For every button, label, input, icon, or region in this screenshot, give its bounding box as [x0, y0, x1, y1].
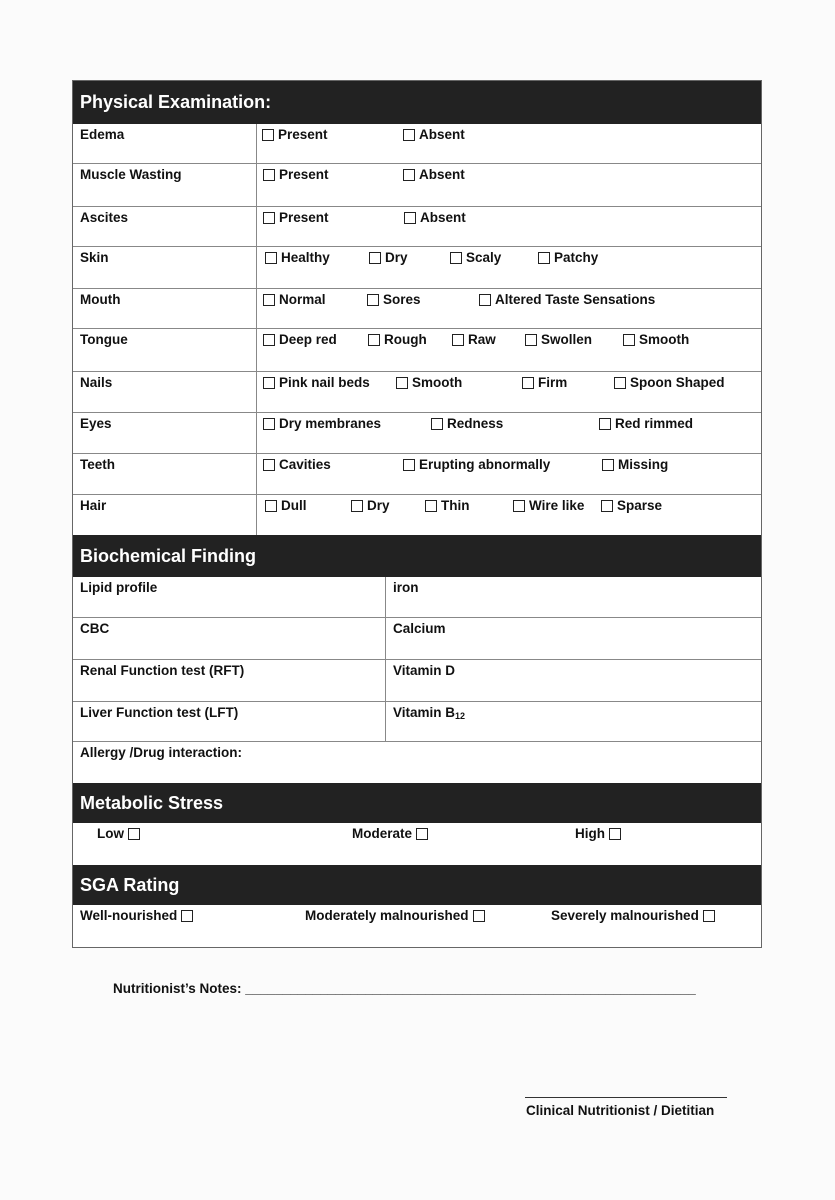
- checkbox[interactable]: [479, 294, 491, 306]
- field-calcium[interactable]: Calcium: [393, 621, 446, 636]
- checkbox[interactable]: [513, 500, 525, 512]
- row-tongue: [73, 328, 761, 371]
- option-altered-taste[interactable]: Altered Taste Sensations: [479, 292, 655, 307]
- checkbox[interactable]: [181, 910, 193, 922]
- checkbox[interactable]: [404, 212, 416, 224]
- option-smooth[interactable]: Smooth: [623, 332, 689, 347]
- row-label: Skin: [73, 247, 257, 288]
- checkbox[interactable]: [369, 252, 381, 264]
- option-absent[interactable]: Absent: [403, 127, 465, 142]
- row-options: [257, 454, 761, 494]
- row-label: Eyes: [73, 413, 257, 453]
- checkbox[interactable]: [623, 334, 635, 346]
- row-ascites: [73, 206, 761, 246]
- checkbox[interactable]: [351, 500, 363, 512]
- checkbox[interactable]: [263, 377, 275, 389]
- row-label: Tongue: [73, 329, 257, 371]
- checkbox[interactable]: [599, 418, 611, 430]
- row-label: Edema: [73, 124, 257, 163]
- row-edema: [73, 124, 761, 163]
- option-missing[interactable]: Missing: [602, 457, 668, 472]
- field-vitamin-d[interactable]: Vitamin D: [393, 663, 456, 678]
- checkbox[interactable]: [450, 252, 462, 264]
- row-options: [257, 247, 761, 288]
- option-wire-like[interactable]: Wire like: [513, 498, 584, 513]
- checkbox[interactable]: [538, 252, 550, 264]
- option-absent[interactable]: Absent: [404, 210, 466, 225]
- metabolic-title: Metabolic Stress: [80, 792, 224, 813]
- option-moderately-malnourished[interactable]: Moderately malnourished: [305, 908, 485, 923]
- row-eyes: [73, 412, 761, 453]
- sga-header: [73, 865, 761, 905]
- row-options: [257, 207, 761, 246]
- row-lft-vitb12: [73, 701, 761, 741]
- checkbox[interactable]: [128, 828, 140, 840]
- physical-exam-header: [73, 81, 761, 124]
- row-muscle-wasting: [73, 163, 761, 206]
- option-rough[interactable]: Rough: [368, 332, 427, 347]
- checkbox[interactable]: [265, 500, 277, 512]
- field-allergy-drug-interaction[interactable]: Allergy /Drug interaction:: [80, 745, 243, 760]
- row-skin: [73, 246, 761, 288]
- checkbox[interactable]: [262, 129, 274, 141]
- biochemical-header: [73, 535, 761, 577]
- row-label: Nails: [73, 372, 257, 412]
- checkbox[interactable]: [403, 459, 415, 471]
- row-options: [257, 164, 761, 206]
- row-lipid-iron: [73, 577, 761, 617]
- row-options: [257, 413, 761, 453]
- checkbox[interactable]: [525, 334, 537, 346]
- option-erupting-abnormally[interactable]: Erupting abnormally: [403, 457, 550, 472]
- checkbox[interactable]: [425, 500, 437, 512]
- checkbox[interactable]: [609, 828, 621, 840]
- option-well-nourished[interactable]: Well-nourished: [80, 908, 193, 923]
- signature-line[interactable]: [525, 1097, 727, 1098]
- option-dry[interactable]: Dry: [351, 498, 390, 513]
- option-sores[interactable]: Sores: [367, 292, 421, 307]
- row-options: [257, 289, 761, 328]
- biochemical-title: Biochemical Finding: [80, 545, 257, 566]
- checkbox[interactable]: [263, 212, 275, 224]
- checkbox[interactable]: [265, 252, 277, 264]
- field-cbc[interactable]: CBC: [73, 618, 386, 659]
- option-thin[interactable]: Thin: [425, 498, 470, 513]
- field-lipid-profile[interactable]: Lipid profile: [73, 577, 386, 617]
- checkbox[interactable]: [403, 129, 415, 141]
- row-label: Teeth: [73, 454, 257, 494]
- checkbox[interactable]: [473, 910, 485, 922]
- row-label: Muscle Wasting: [73, 164, 257, 206]
- checkbox[interactable]: [431, 418, 443, 430]
- checkbox[interactable]: [367, 294, 379, 306]
- row-teeth: [73, 453, 761, 494]
- option-absent[interactable]: Absent: [403, 167, 465, 182]
- metabolic-header: [73, 783, 761, 823]
- row-label: Ascites: [73, 207, 257, 246]
- field-iron[interactable]: iron: [393, 580, 419, 595]
- checkbox[interactable]: [403, 169, 415, 181]
- checkbox[interactable]: [416, 828, 428, 840]
- option-normal[interactable]: Normal: [263, 292, 326, 307]
- field-vitamin-b12[interactable]: Vitamin $B_{12}$: [393, 705, 466, 721]
- option-sparse[interactable]: Sparse: [601, 498, 662, 513]
- checkbox[interactable]: [263, 294, 275, 306]
- option-scaly[interactable]: Scaly: [450, 250, 501, 265]
- checkbox[interactable]: [263, 169, 275, 181]
- field-lft[interactable]: Liver Function test (LFT): [73, 702, 386, 741]
- row-hair: [73, 494, 761, 535]
- option-firm[interactable]: Firm: [522, 375, 567, 390]
- field-rft[interactable]: Renal Function test (RFT): [73, 660, 386, 701]
- option-deep-red[interactable]: Deep red: [263, 332, 337, 347]
- option-present[interactable]: Present: [263, 167, 329, 182]
- row-label: Hair: [73, 495, 257, 535]
- option-present[interactable]: Present: [262, 127, 328, 142]
- row-sga-options: [73, 905, 761, 947]
- checkbox[interactable]: [614, 377, 626, 389]
- option-high[interactable]: High: [575, 826, 621, 841]
- checkbox[interactable]: [263, 418, 275, 430]
- row-nails: [73, 371, 761, 412]
- option-smooth[interactable]: Smooth: [396, 375, 462, 390]
- option-dry-membranes[interactable]: Dry membranes: [263, 416, 381, 431]
- notes-label: Nutritionist’s Notes:: [113, 981, 242, 996]
- row-options: [257, 372, 761, 412]
- row-options: [257, 329, 761, 371]
- checkbox[interactable]: [368, 334, 380, 346]
- option-raw[interactable]: Raw: [452, 332, 496, 347]
- option-cavities[interactable]: Cavities: [263, 457, 331, 472]
- option-redness[interactable]: Redness: [431, 416, 503, 431]
- checkbox[interactable]: [703, 910, 715, 922]
- option-patchy[interactable]: Patchy: [538, 250, 598, 265]
- option-dry[interactable]: Dry: [369, 250, 408, 265]
- row-metabolic-options: [73, 823, 761, 865]
- sga-options: [73, 905, 761, 947]
- row-mouth: [73, 288, 761, 328]
- option-pink-nail-beds[interactable]: Pink nail beds: [263, 375, 370, 390]
- option-present[interactable]: Present: [263, 210, 329, 225]
- assessment-form: [72, 80, 762, 948]
- row-options: [257, 124, 761, 163]
- notes-line[interactable]: ____________________________________________________________: [245, 981, 696, 996]
- physical-exam-title: Physical Examination:: [80, 92, 272, 112]
- option-dull[interactable]: Dull: [265, 498, 307, 513]
- checkbox[interactable]: [522, 377, 534, 389]
- checkbox[interactable]: [263, 459, 275, 471]
- signature-label: Clinical Nutritionist / Dietitian: [526, 1103, 715, 1118]
- option-healthy[interactable]: Healthy: [265, 250, 330, 265]
- checkbox[interactable]: [602, 459, 614, 471]
- row-allergy: [73, 741, 761, 783]
- option-severely-malnourished[interactable]: Severely malnourished: [551, 908, 715, 923]
- option-moderate[interactable]: Moderate: [352, 826, 428, 841]
- option-red-rimmed[interactable]: Red rimmed: [599, 416, 693, 431]
- checkbox[interactable]: [396, 377, 408, 389]
- row-rft-vitd: [73, 659, 761, 701]
- option-low[interactable]: Low: [97, 826, 140, 841]
- sga-title: SGA Rating: [80, 874, 180, 895]
- checkbox[interactable]: [601, 500, 613, 512]
- metabolic-options: [73, 823, 761, 865]
- option-spoon-shaped[interactable]: Spoon Shaped: [614, 375, 725, 390]
- checkbox[interactable]: [452, 334, 464, 346]
- option-swollen[interactable]: Swollen: [525, 332, 592, 347]
- nutritionist-notes[interactable]: [113, 981, 696, 996]
- row-label: Mouth: [73, 289, 257, 328]
- row-options: [257, 495, 761, 535]
- row-cbc-calcium: [73, 617, 761, 659]
- checkbox[interactable]: [263, 334, 275, 346]
